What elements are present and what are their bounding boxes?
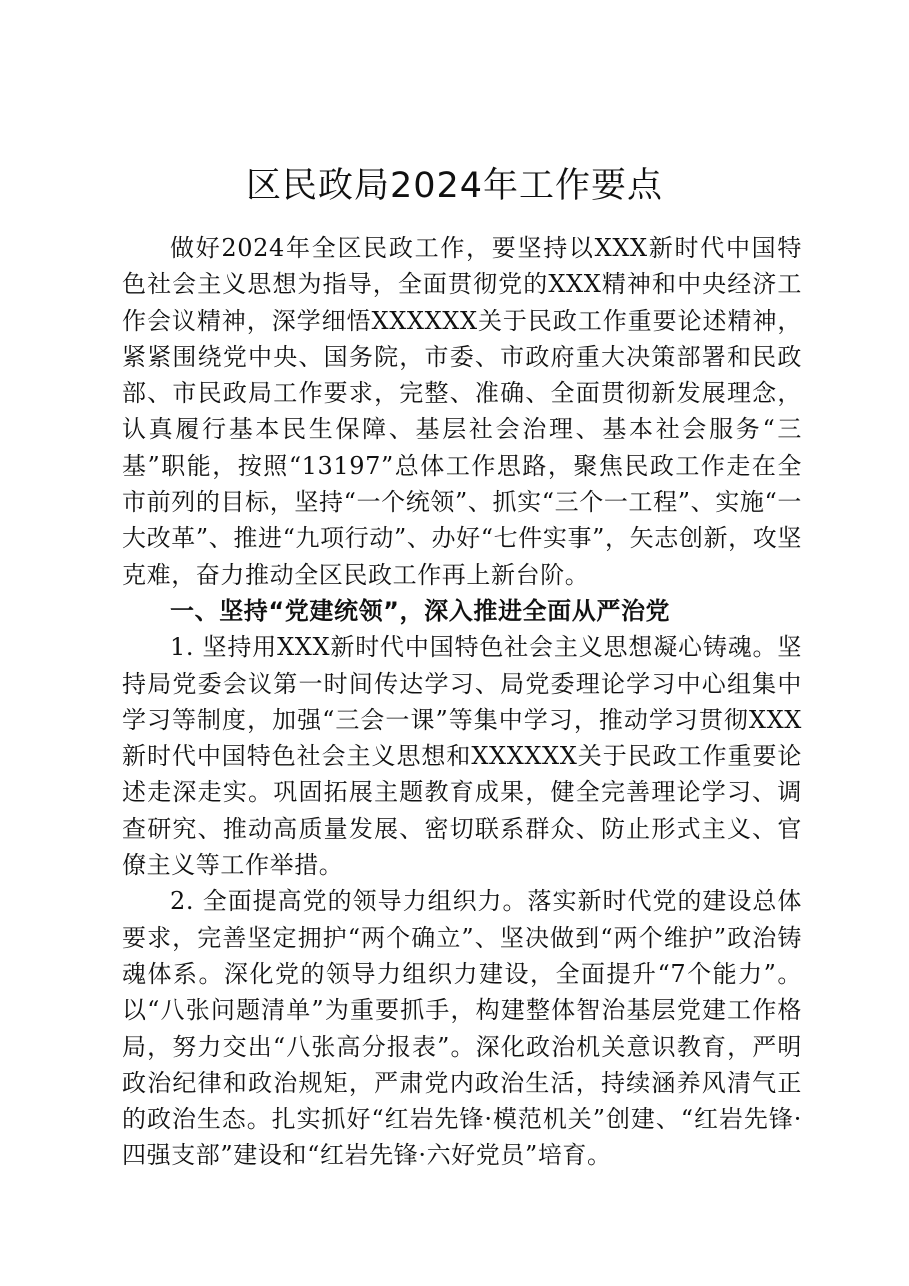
item-paragraph-2: 2. 全面提高党的领导力组织力。落实新时代党的建设总体要求，完善坚定拥护“两个确立”、坚决做到“两个维护”政治铸魂体系。深化党的领导力组织力建设，全面提升“7个能力”。以“八张问题清单”为重要抓手，构建整体智治基层党建工作格局，努力交出“八张高分报表”。深化政治机关意识教育，严明政治纪律和政治规矩，严肃党内政治生活，持续涵养风清气正的政治生态。扎实抓好“红岩先锋·模范机关”创建、“红岩先锋·四强支部”建设和“红岩先锋·六好党员”培育。 bbox=[122, 887, 802, 1170]
document-title: 区民政局2024年工作要点 bbox=[245, 166, 664, 206]
section-heading-1: 一、坚持“党建统领”，深入推进全面从严治党 bbox=[170, 596, 671, 625]
item-paragraph-1: 1. 坚持用XXX新时代中国特色社会主义思想凝心铸魂。坚持局党委会议第一时间传达学习、局党委理论学习中心组集中学习等制度，加强“三会一课”等集中学习，推动学习贯彻XXX新时代中国特色社会主义思想和XXXXXX关于民政工作重要论述走深走实。巩固拓展主题教育成果，健全完善理论学习、调查研究、推动高质量发展、密切联系群众、防止形式主义、官僚主义等工作举措。 bbox=[122, 633, 802, 880]
document-body bbox=[122, 230, 802, 1174]
intro-paragraph: 做好2024年全区民政工作，要坚持以XXX新时代中国特色社会主义思想为指导，全面贯彻党的XXX精神和中央经济工作会议精神，深学细悟XXXXXX关于民政工作重要论述精神，紧紧围绕党中央、国务院，市委、市政府重大决策部署和民政部、市民政局工作要求，完整、准确、全面贯彻新发展理念，认真履行基本民生保障、基层社会治理、基本社会服务“三基”职能，按照“13197”总体工作思路，聚焦民政工作走在全市前列的目标，坚持“一个统领”、抓实“三个一工程”、实施“一大改革”、推进“九项行动”、办好“七件实事”，矢志创新，攻坚克难，奋力推动全区民政工作再上新台阶。 bbox=[122, 234, 802, 589]
